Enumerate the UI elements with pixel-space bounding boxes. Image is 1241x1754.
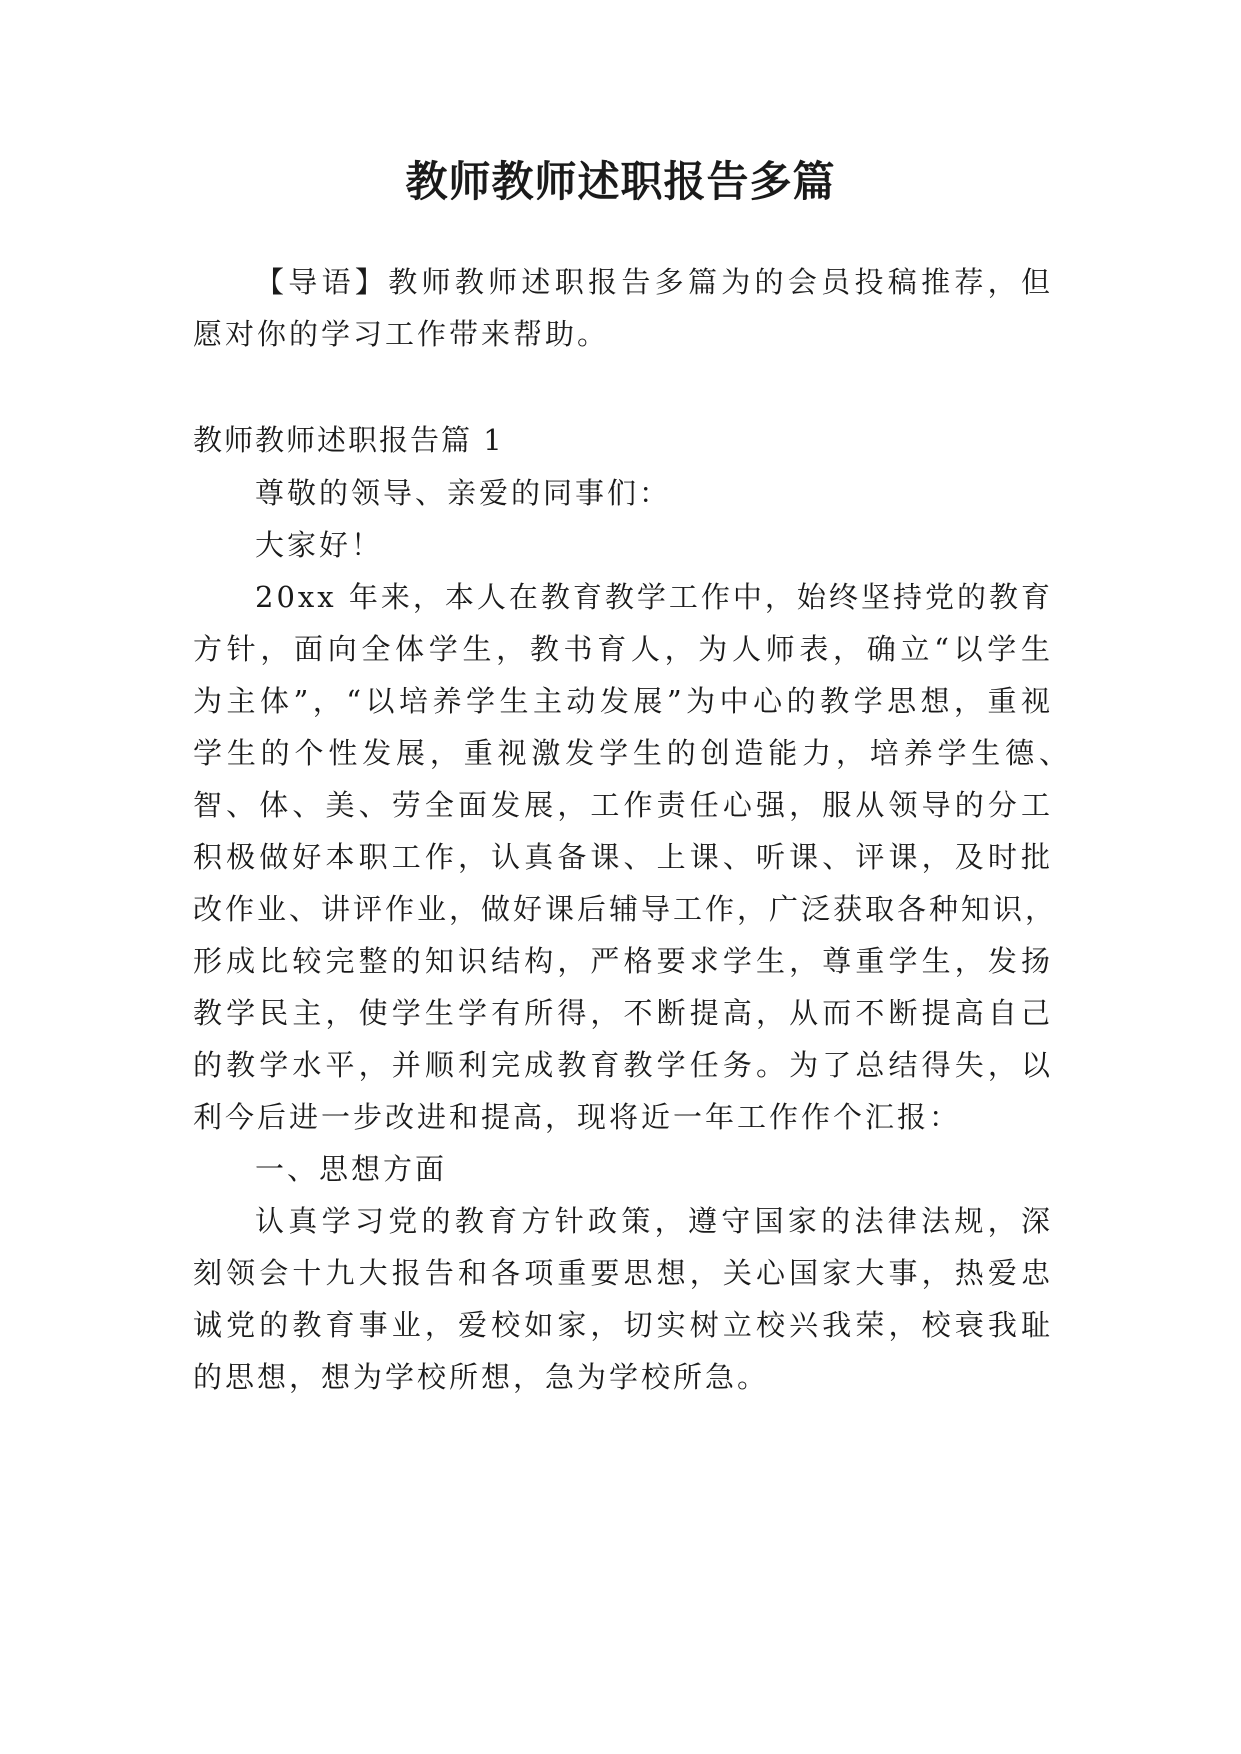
paragraph-line: 为主体”，“以培养学生主动发展”为中心的教学思想，重视 xyxy=(193,684,1053,718)
intro-line: 愿对你的学习工作带来帮助。 xyxy=(193,317,610,351)
salutation: 尊敬的领导、亲爱的同事们： xyxy=(255,476,672,510)
greeting: 大家好！ xyxy=(255,528,384,562)
paragraph-line: 20xx 年来，本人在教育教学工作中，始终坚持党的教育 xyxy=(255,580,1053,614)
paragraph-line: 积极做好本职工作，认真备课、上课、听课、评课，及时批 xyxy=(193,840,1053,874)
paragraph-line: 智、体、美、劳全面发展，工作责任心强，服从领导的分工 xyxy=(193,788,1053,822)
paragraph-line: 形成比较完整的知识结构，严格要求学生，尊重学生，发扬 xyxy=(193,944,1053,978)
paragraph-line: 利今后进一步改进和提高，现将近一年工作作个汇报： xyxy=(193,1100,962,1134)
document-title: 教师教师述职报告多篇 xyxy=(405,157,836,206)
paragraph-line: 教学民主，使学生学有所得，不断提高，从而不断提高自己 xyxy=(193,996,1053,1030)
paragraph-line: 的教学水平，并顺利完成教育教学任务。为了总结得失，以 xyxy=(193,1048,1053,1082)
intro-line: 【导语】教师教师述职报告多篇为的会员投稿推荐，但 xyxy=(255,265,1053,299)
paragraph-line: 诚党的教育事业，爱校如家，切实树立校兴我荣，校衰我耻 xyxy=(193,1308,1053,1342)
paragraph-line: 改作业、讲评作业，做好课后辅导工作，广泛获取各种知识， xyxy=(193,892,1058,926)
paragraph-line: 的思想，想为学校所想，急为学校所急。 xyxy=(193,1360,770,1394)
paragraph-line: 方针，面向全体学生，教书育人，为人师表，确立“以学生 xyxy=(193,632,1053,666)
subheading: 一、思想方面 xyxy=(255,1152,448,1186)
paragraph-line: 认真学习党的教育方针政策，遵守国家的法律法规，深 xyxy=(255,1204,1053,1238)
paragraph-line: 学生的个性发展，重视激发学生的创造能力，培养学生德、 xyxy=(193,736,1071,770)
section-heading: 教师教师述职报告篇 1 xyxy=(193,423,504,457)
paragraph-line: 刻领会十九大报告和各项重要思想，关心国家大事，热爱忠 xyxy=(193,1256,1053,1290)
